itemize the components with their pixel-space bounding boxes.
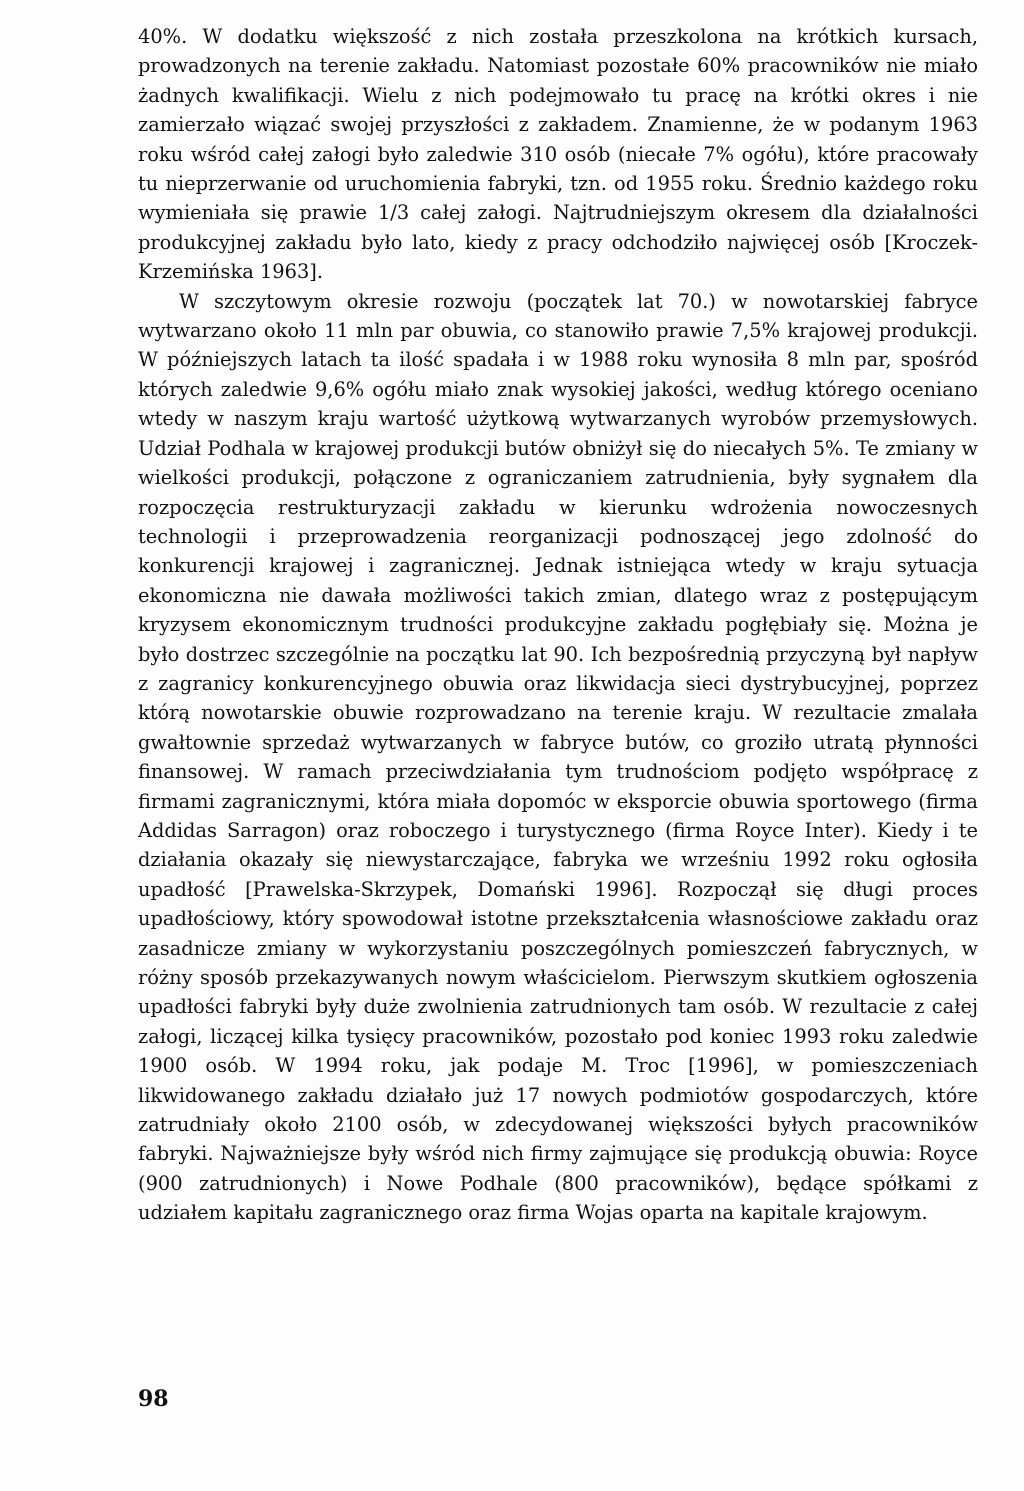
paragraph-continued: 40%. W dodatku większość z nich została przeszkolona na krótkich kursach, prowadzonych na terenie zakładu. Natomiast pozostałe 60% pracowników nie miało żadnych kwalifikacji. Wielu z nich podejmowało tu pracę na krótki okres i nie zamierzało wiązać swojej przyszłości z zakładem. Znamienne, że w podanym 1963 roku wśród całej załogi było zaledwie 310 osób (niecałe 7% ogółu), które pracowały tu nieprzerwanie od uruchomienia fabryki, tzn. od 1955 roku. Średnio każdego roku wymieniała się prawie 1/3 całej załogi. Najtrudniejszym okresem dla działalności produkcyjnej zakładu było lato, kiedy z pracy odchodziło najwięcej osób [Kroczek-Krzemińska 1963]. — [138, 25, 978, 284]
page-number: 98 — [138, 1386, 169, 1412]
body-text — [138, 22, 978, 1228]
paragraph: W szczytowym okresie rozwoju (początek lat 70.) w nowotarskiej fabryce wytwarzano około 11 mln par obuwia, co stanowiło prawie 7,5% krajowej produkcji. W późniejszych latach ta ilość spadała i w 1988 roku wynosiła 8 mln par, spośród których zaledwie 9,6% ogółu miało znak wysokiej jakości, według którego oceniano wtedy w naszym kraju wartość użytkową wytwarzanych wyrobów przemysłowych. Udział Podhala w krajowej produkcji butów obniżył się do niecałych 5%. Te zmiany w wielkości produkcji, połączone z ograniczaniem zatrudnienia, były sygnałem dla rozpoczęcia restrukturyzacji zakładu w kierunku wdrożenia nowoczesnych technologii i przeprowadzenia reorganizacji podnoszącej jego zdolność do konkurencji krajowej i zagranicznej. Jednak istniejąca wtedy w kraju sytuacja ekonomiczna nie dawała możliwości takich zmian, dlatego wraz z postępującym kryzysem ekonomicznym trudności produkcyjne zakładu pogłębiały się. Można je było dostrzec szczególnie na początku lat 90. Ich bezpośrednią przyczyną był napływ z zagranicy konkurencyjnego obuwia oraz likwidacja sieci dystrybucyjnej, poprzez którą nowotarskie obuwie rozprowadzano na terenie kraju. W rezultacie zmalała gwałtownie sprzedaż wytwarzanych w fabryce butów, co groziło utratą płynności finansowej. W ramach przeciwdziałania tym trudnościom podjęto współpracę z firmami zagranicznymi, która miała dopomóc w eksporcie obuwia sportowego (firma Addidas Sarragon) oraz roboczego i turystycznego (firma Royce Inter). Kiedy i te działania okazały się niewystarczające, fabryka we wrześniu 1992 roku ogłosiła upadłość [Prawelska-Skrzypek, Domański 1996]. Rozpoczął się długi proces upadłościowy, który spowodował istotne przekształcenia własnościowe zakładu oraz zasadnicze zmiany w wykorzystaniu poszczególnych pomieszczeń fabrycznych, w różny sposób przekazywanych nowym właścicielom. Pierwszym skutkiem ogłoszenia upadłości fabryki były duże zwolnienia zatrudnionych tam osób. W rezultacie z całej załogi, liczącej kilka tysięcy pracowników, pozostało pod koniec 1993 roku zaledwie 1900 osób. W 1994 roku, jak podaje M. Troc [1996], w pomieszczeniach likwidowanego zakładu działało już 17 nowych podmiotów gospodarczych, które zatrudniały około 2100 osób, w zdecydowanej większości byłych pracowników fabryki. Najważniejsze były wśród nich firmy zajmujące się produkcją obuwia: Royce (900 zatrudnionych) i Nowe Podhale (800 pracowników), będące spółkami z udziałem kapitału zagranicznego oraz firma Wojas oparta na kapitale krajowym. — [138, 289, 978, 1225]
